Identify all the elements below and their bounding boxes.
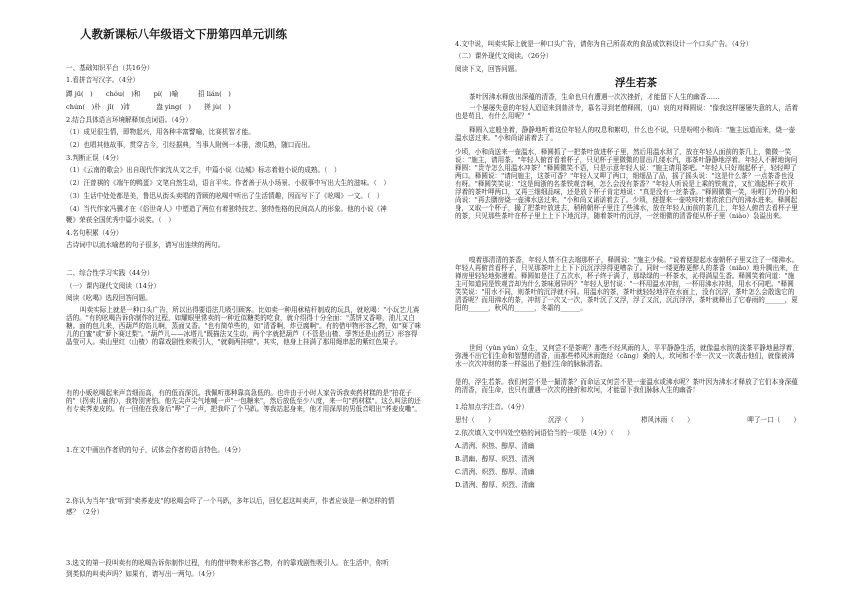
right-question-2: 2.依次填入文中四处空格的词语恰当的一项是（4分）（ ） <box>455 429 634 437</box>
subsection-1-intro: 阅读《吆喝》选段回答问题。 <box>66 294 152 302</box>
section-2-heading: 二、综合性学习实践（44分） <box>66 269 154 277</box>
question-1: 1.看拼音写汉字。（4分） <box>66 76 140 84</box>
passage-paragraph-5: 嗅着那清清的茶香，年轻人禁不住去端那杯子，释圆说："施主少候。"说着便提起水壶朝杯子里又注了一缕沸水。年轻人再俯首看杯子，只见那茶叶上上下下沉沉浮浮得更嘈杂了。同时一缕更醇更醉人的茶香（niǎo）地升腾出来，在禅房里轻轻地弥漫着。释圆如是注了五次水，杯子终于满了，那绿绿的一杯茶水，沁得满屋生香。释圆笑着问道："施主可知道同是铁观音却为什么茶味迥异吗？"年轻人思忖说："一杯用温水冲沏，一杯用沸水冲沏，用水不同吧。"释圆笑笑说："用水不同，则茶叶的沉浮就不同。用温水的茶，茶叶就轻轻地浮在水面上，没有沉浮，茶叶怎么会散逸它的清香呢？而用沸水的茶，冲沏了一次又一次，茶叶沉了又浮，浮了又沉，沉沉浮浮，茶叶就释出了它春雨的______，夏阳的______，秋风的______，冬霜的______。 <box>455 256 799 312</box>
reading-paragraph-2: 有的小贩吆喝起来声音细而高，有的低而深沉。我佩听那种靠高急低的。也许由于小时人家告诉我卖药材糕的是"拍花子的"（拐卖儿童的），我特别害怕。他先尖声尖气地喊一声"一包糖来"，然后放低至少八度，来一句"药材糕"。这么叫法的还有专卖荠麦皮的。有一回他在我身后"哗"了一声，把我吓了个马趴。等我站起身来，他才用深厚的男低音唱出"荞麦皮嘞"。 <box>66 389 422 413</box>
question-3: 3.判断正误（4分） <box>66 154 123 162</box>
pinyin-answer-row <box>455 416 800 424</box>
pinyin-item-4: 呷了一口（ ） <box>747 416 800 424</box>
pinyin-item-1: 思忖（ ） <box>455 416 495 424</box>
option-b: B.清幽、醇厚、炽烈、清洌 <box>455 455 535 463</box>
subsection-1-heading: （一）课内现代文阅读（14分） <box>66 282 161 290</box>
right-question-4: 4.文中说，叫卖实际上就是一种口头广告，请你为自己所喜欢的食品或饮料设计一个口头广告。（4分） <box>455 40 753 48</box>
question-2-item-2: （2）也唱其他故事，贯穿古今，引经据典，当事人附例一本册，滚瓜熟，随口而出。 <box>66 141 315 149</box>
question-3-item-2: （2）汪曾祺的《端午的鸭蛋》文笔自然生动，语言平实。作者善于从小场景、小叙事中写出大生的滋味。（ ） <box>66 179 390 187</box>
pinyin-row-1: 蹲 jū( ) chóu( )和 pí( )喻 招 lián( ) <box>66 90 231 98</box>
pinyin-item-3: 栉风沐雨（ ） <box>641 416 694 424</box>
question-3-item-4-cont: 鞭》荣获全国优秀中篇小说奖。（ ） <box>66 216 175 224</box>
right-question-1: 1.给加点字注音。（4分） <box>455 403 529 411</box>
passage-paragraph-4: 少顷，小和尚送来一壶温水，释圆抓了一把茶叶放进杯子里，然后用温水沏了，放在年轻人面前的茶几上，微微一笑说："施主，请用茶。"年轻人俯首看着杯子，只见杯子里微微的冒出几缕水汽，那茶叶静静地浮着。年轻人不解地询问释圆："贵寺怎么用温水冲茶？"释圆微笑不语，只是示意年轻人说："施主请用茶吧。"年轻人只好端起杯子，轻轻呷了两口。释圆说："请问施主，这茶可香？"年轻人又呷了两口，细细品了品，摇了摇头说："这是什么茶？一点茶香也没有呀。"释圆笑笑说："这是闽浙的名茶铁观音啊，怎么会没有茶香？"年轻人听说是上乘的铁观音，又忙端起杯子吹开浮着的茶叶呷两口，又再三细细品味，还是放下杯子肯定地说："真是没有一丝茶香。"释圆微微一笑，吩咐门外的小和尚说："再去膳房烧一壶沸水送过来。"小和尚又诺诺着去了。少顷，便提来一壶吱吱吐着浓浓白汽的沸水进来。释圆起身，又取一个杯子，撮了把茶叶放进去，稍稍朝杯子里注了些沸水，放在年轻人面前的茶几上，年轻人俯首去看杯子里的茶，只见那些茶叶在杯子里上上下下地沉浮，随着茶叶的沉浮，一丝细微的清香便从杯子里（niào）袅溢出来。 <box>455 148 798 220</box>
question-4: 4.名句积累（4分） <box>66 229 123 237</box>
left-question-3-cont: 到类似的叫卖声吗？如果有，请写出一两句。（4分） <box>66 570 219 578</box>
question-4-text: 古诗词中以流水喻愁的句子很多，请写出连续的两句。 <box>66 241 225 249</box>
passage-paragraph-1: 茶叶因沸水释放出深蕴的清香，生命也只有遭遇一次次挫折，才能留下人生的幽香…… <box>469 93 720 101</box>
subsection-2-intro: 阅读下文，回答问题。 <box>455 65 521 73</box>
pinyin-row-2: chún( )朴 jǐ( )沛 盎 yìng( ) 搓 jù( ) <box>66 103 231 111</box>
question-3-item-1: （1）《云南的歌会》出自现代作家沈从文之手，中篇小说《边城》标志着他小说的成熟。（ ） <box>66 166 341 174</box>
passage-paragraph-7: 是的，浮生若茶。我们何尝不是一撮清茶？而命运又何尝不是一壶温水或沸水呢？茶叶因为沸水才释放了它们本身深蕴的清香，而生命，也只有遭遇一次次的挫折和坎坷，才能留下我们脉脉人生的幽香！ <box>455 378 798 394</box>
left-question-1: 1.在文中画出作者欣的句子，试体会作者的语言特色。（4分） <box>66 446 245 454</box>
question-2: 2.结合具体语言环境解释加点词语。（4分） <box>66 116 192 124</box>
question-2-item-1: （1）成见很生情，即物起兴，用各种丰富譬喻，比赛机智才能。 <box>66 128 255 136</box>
section-1-heading: 一、基础知识平台（共16分） <box>66 64 154 72</box>
question-3-item-4: （4）当代作家冯骥才在《俗世奇人》中塑造了两位有着独特技艺、独特性格的民间高人的形象。他的小说《神 <box>66 205 387 213</box>
pinyin-item-2: 沉浮（ ） <box>548 416 588 424</box>
left-question-2-cont: 感？（2分） <box>66 508 104 516</box>
passage-paragraph-2: 一个屡屡失意的年轻人迢迢来到普济寺，慕名寻到老僧释圆，（jū）哀的对释圆说："像我这样屡屡失意的人，活着也是苟且，有什么用呢？" <box>455 104 799 120</box>
left-question-2: 2.你认为当年"我"听到"卖荞麦皮"的吆喝会吓了一个马趴，多年以后，回忆起这叫卖声，作者应该是一种怎样的情 <box>66 497 395 505</box>
passage-paragraph-3: 释圆入定般坐着，静静地听着这位年轻人的叹息和絮叨，什么也不说，只是吩咐小和尚："施主远道而来，烧一壶温水送过来。"小和尚诺诺着去了。 <box>455 126 796 142</box>
page-title: 人教新课标八年级语文下册第四单元训练 <box>80 27 287 41</box>
option-c: C.清洌、炽烈、醇厚、清幽 <box>455 468 535 476</box>
passage-paragraph-6: 世间（yǔn yǔn）众生，又何尝不是茶呢？那些不经风雨的人，平平静静生活，就像温水沏的淡茶平静地悬浮着，弥漫不出它们生命和智慧的清香，而那些栉风沐雨饱经（cāng）桑的人，坎坷和不幸一次又一次袭击他们，就像被沸水一次次冲沏的茶一样溢出了他们生命的脉脉清香。 <box>455 344 799 368</box>
passage-title: 浮生若茶 <box>615 77 657 89</box>
question-3-item-3: （3）生话中处处都是美，鲁迅从街头卖唱的背顾的吆喝中听出了生活情趣，因而写下了《吆喝》一文。（ ） <box>66 192 384 200</box>
option-d: D.清洌、醇厚、炽烈、清幽 <box>455 481 535 489</box>
subsection-2-heading: （二）课外现代文阅读。（26分） <box>455 52 553 60</box>
reading-paragraph-1: 叫卖实际上就是一种口头广告，所以出得要语法几吸引顾客。比如卖一种用秫秸秆制成的玩具，就吆喝："小玩艺儿赛活的。"有的吆喝告诉你制作的过程，如耀眼里常卖的一种近似糖类的吃食，就介绍得十分全面："蒸饼又香啡，油儿又白糖。面的包儿来，西葫芦的馅儿啊，蒸面又香。"也有简单些的，如"清香啊，炸豆腐啊"。有的借甲物形容乙物，如"赛了咪儿的白蜜"或"萝卜赛过梨"。"葫芦儿——冰塔儿"既描法又生动，两个字就把葫芦（不管是山楂、荸荠还是山药豆）形容得晶莹可人。卖山里红（山楂）的靠戏剧性来吸引人，"就剩两挂啦"。其实，他身上挂满了那用绳串起的紫红色果子。 <box>66 306 422 346</box>
option-a: A.清洌、炽热、醇厚、清幽 <box>455 442 535 450</box>
left-question-3: 3.选文的第一段叫卖有的吆喝告诉你制作过程，有的借甲物来形容乙物，有的靠戏剧性吸引人。在生活中，你听 <box>66 559 389 567</box>
